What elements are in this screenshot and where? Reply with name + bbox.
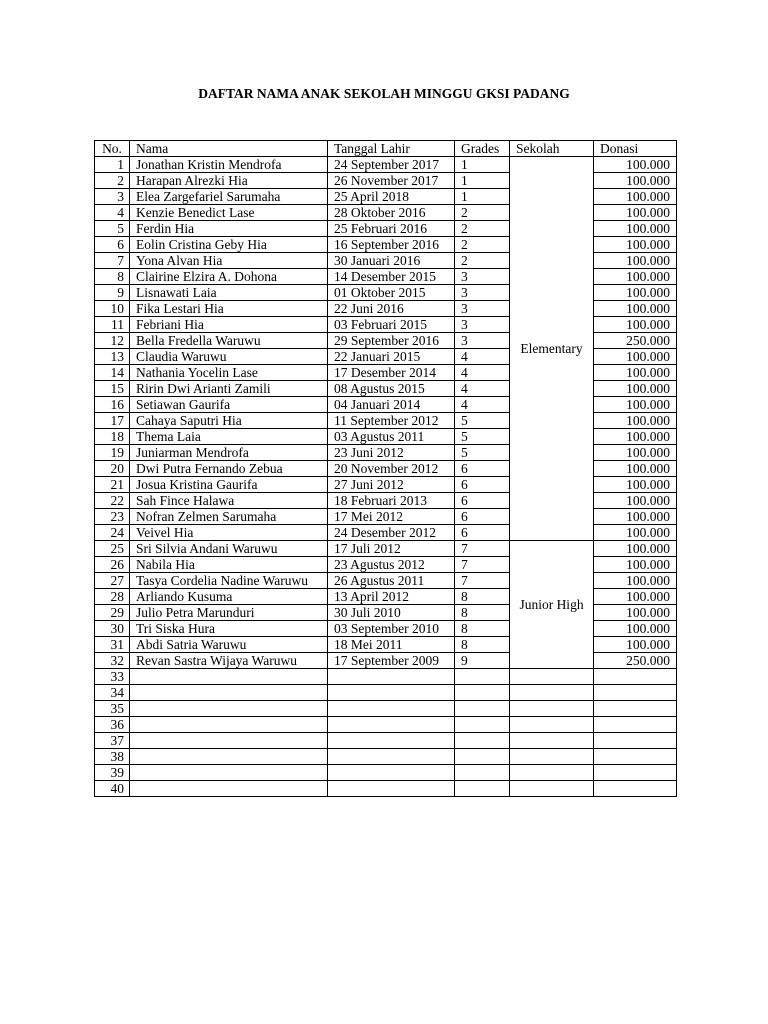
row-number: 20	[95, 461, 130, 477]
donation: 100.000	[594, 429, 677, 445]
student-name: Josua Kristina Gaurifa	[130, 477, 328, 493]
donation: 100.000	[594, 269, 677, 285]
grade: 2	[455, 237, 510, 253]
student-name	[130, 781, 328, 797]
student-name: Eolin Cristina Geby Hia	[130, 237, 328, 253]
grade	[455, 701, 510, 717]
birth-date: 24 September 2017	[328, 157, 455, 173]
table-row	[95, 701, 677, 717]
donation: 100.000	[594, 205, 677, 221]
donation: 100.000	[594, 237, 677, 253]
student-name: Cahaya Saputri Hia	[130, 413, 328, 429]
student-name: Tasya Cordelia Nadine Waruwu	[130, 573, 328, 589]
grade: 9	[455, 653, 510, 669]
row-number: 12	[95, 333, 130, 349]
school-level-cell	[510, 669, 594, 685]
grade: 3	[455, 269, 510, 285]
row-number: 21	[95, 477, 130, 493]
donation: 250.000	[594, 653, 677, 669]
birth-date: 04 Januari 2014	[328, 397, 455, 413]
birth-date: 27 Juni 2012	[328, 477, 455, 493]
row-number: 15	[95, 381, 130, 397]
row-number: 16	[95, 397, 130, 413]
row-number: 26	[95, 557, 130, 573]
row-number: 32	[95, 653, 130, 669]
grade: 7	[455, 557, 510, 573]
row-number: 27	[95, 573, 130, 589]
grade: 2	[455, 221, 510, 237]
student-name	[130, 765, 328, 781]
donation	[594, 701, 677, 717]
grade: 1	[455, 173, 510, 189]
student-name: Febriani Hia	[130, 317, 328, 333]
grade: 2	[455, 253, 510, 269]
student-name: Juniarman Mendrofa	[130, 445, 328, 461]
student-name: Revan Sastra Wijaya Waruwu	[130, 653, 328, 669]
student-name	[130, 717, 328, 733]
birth-date: 23 Agustus 2012	[328, 557, 455, 573]
student-name: Bella Fredella Waruwu	[130, 333, 328, 349]
grade: 6	[455, 461, 510, 477]
birth-date: 30 Januari 2016	[328, 253, 455, 269]
birth-date: 03 Februari 2015	[328, 317, 455, 333]
student-name: Dwi Putra Fernando Zebua	[130, 461, 328, 477]
grade: 4	[455, 365, 510, 381]
donation: 100.000	[594, 541, 677, 557]
birth-date	[328, 781, 455, 797]
row-number: 31	[95, 637, 130, 653]
grade: 7	[455, 573, 510, 589]
grade: 4	[455, 381, 510, 397]
birth-date: 22 Juni 2016	[328, 301, 455, 317]
donation: 100.000	[594, 173, 677, 189]
row-number: 9	[95, 285, 130, 301]
row-number: 13	[95, 349, 130, 365]
birth-date	[328, 669, 455, 685]
student-name: Setiawan Gaurifa	[130, 397, 328, 413]
birth-date: 17 Juli 2012	[328, 541, 455, 557]
birth-date: 03 September 2010	[328, 621, 455, 637]
birth-date: 25 Februari 2016	[328, 221, 455, 237]
birth-date: 18 Mei 2011	[328, 637, 455, 653]
row-number: 1	[95, 157, 130, 173]
donation: 100.000	[594, 477, 677, 493]
birth-date: 11 September 2012	[328, 413, 455, 429]
table-row	[95, 733, 677, 749]
row-number: 23	[95, 509, 130, 525]
student-name: Ririn Dwi Arianti Zamili	[130, 381, 328, 397]
student-name: Nabila Hia	[130, 557, 328, 573]
donation: 100.000	[594, 221, 677, 237]
grade: 3	[455, 301, 510, 317]
birth-date: 24 Desember 2012	[328, 525, 455, 541]
header-tanggal-lahir: Tanggal Lahir	[328, 141, 455, 157]
row-number: 11	[95, 317, 130, 333]
student-name: Harapan Alrezki Hia	[130, 173, 328, 189]
student-name: Lisnawati Laia	[130, 285, 328, 301]
birth-date: 26 Agustus 2011	[328, 573, 455, 589]
header-no: No.	[95, 141, 130, 157]
row-number: 10	[95, 301, 130, 317]
birth-date	[328, 685, 455, 701]
table-row	[95, 717, 677, 733]
school-level-cell	[510, 749, 594, 765]
birth-date	[328, 733, 455, 749]
donation: 250.000	[594, 333, 677, 349]
grade: 6	[455, 525, 510, 541]
grade: 4	[455, 397, 510, 413]
student-name: Elea Zargefariel Sarumaha	[130, 189, 328, 205]
birth-date: 03 Agustus 2011	[328, 429, 455, 445]
donation: 100.000	[594, 461, 677, 477]
grade: 1	[455, 157, 510, 173]
row-number: 14	[95, 365, 130, 381]
student-name: Sah Fince Halawa	[130, 493, 328, 509]
donation: 100.000	[594, 157, 677, 173]
grade: 8	[455, 621, 510, 637]
birth-date	[328, 701, 455, 717]
birth-date: 17 Mei 2012	[328, 509, 455, 525]
school-level-cell: Elementary	[510, 157, 594, 541]
row-number: 4	[95, 205, 130, 221]
grade: 7	[455, 541, 510, 557]
student-name	[130, 701, 328, 717]
donation: 100.000	[594, 589, 677, 605]
row-number: 28	[95, 589, 130, 605]
birth-date: 08 Agustus 2015	[328, 381, 455, 397]
row-number: 36	[95, 717, 130, 733]
donation: 100.000	[594, 509, 677, 525]
birth-date: 16 September 2016	[328, 237, 455, 253]
school-level-cell	[510, 701, 594, 717]
row-number: 22	[95, 493, 130, 509]
student-name: Thema Laia	[130, 429, 328, 445]
donation: 100.000	[594, 397, 677, 413]
school-level-cell: Junior High	[510, 541, 594, 669]
donation	[594, 765, 677, 781]
donation: 100.000	[594, 637, 677, 653]
row-number: 37	[95, 733, 130, 749]
student-name: Sri Silvia Andani Waruwu	[130, 541, 328, 557]
grade	[455, 733, 510, 749]
school-level-cell	[510, 733, 594, 749]
donation: 100.000	[594, 301, 677, 317]
student-table	[94, 140, 677, 797]
birth-date: 25 April 2018	[328, 189, 455, 205]
row-number: 5	[95, 221, 130, 237]
student-name: Abdi Satria Waruwu	[130, 637, 328, 653]
row-number: 18	[95, 429, 130, 445]
student-name: Ferdin Hia	[130, 221, 328, 237]
row-number: 38	[95, 749, 130, 765]
donation: 100.000	[594, 285, 677, 301]
donation: 100.000	[594, 317, 677, 333]
school-level-cell	[510, 717, 594, 733]
grade: 5	[455, 429, 510, 445]
birth-date: 30 Juli 2010	[328, 605, 455, 621]
donation: 100.000	[594, 381, 677, 397]
grade	[455, 749, 510, 765]
birth-date	[328, 717, 455, 733]
row-number: 24	[95, 525, 130, 541]
birth-date: 26 November 2017	[328, 173, 455, 189]
header-row	[95, 141, 677, 157]
donation: 100.000	[594, 493, 677, 509]
row-number: 3	[95, 189, 130, 205]
donation: 100.000	[594, 621, 677, 637]
donation: 100.000	[594, 349, 677, 365]
table-row	[95, 749, 677, 765]
donation: 100.000	[594, 365, 677, 381]
row-number: 2	[95, 173, 130, 189]
birth-date: 29 September 2016	[328, 333, 455, 349]
donation: 100.000	[594, 573, 677, 589]
student-name	[130, 733, 328, 749]
header-sekolah: Sekolah	[510, 141, 594, 157]
row-number: 29	[95, 605, 130, 621]
student-name: Claudia Waruwu	[130, 349, 328, 365]
grade: 5	[455, 445, 510, 461]
grade	[455, 717, 510, 733]
student-name: Yona Alvan Hia	[130, 253, 328, 269]
birth-date: 13 April 2012	[328, 589, 455, 605]
birth-date: 14 Desember 2015	[328, 269, 455, 285]
donation: 100.000	[594, 189, 677, 205]
student-name: Julio Petra Marunduri	[130, 605, 328, 621]
row-number: 33	[95, 669, 130, 685]
table-row	[95, 781, 677, 797]
donation	[594, 781, 677, 797]
grade: 6	[455, 493, 510, 509]
row-number: 7	[95, 253, 130, 269]
birth-date: 22 Januari 2015	[328, 349, 455, 365]
grade: 8	[455, 605, 510, 621]
table-row	[95, 669, 677, 685]
grade: 6	[455, 509, 510, 525]
grade	[455, 781, 510, 797]
grade: 8	[455, 637, 510, 653]
row-number: 40	[95, 781, 130, 797]
student-name: Arliando Kusuma	[130, 589, 328, 605]
grade: 3	[455, 285, 510, 301]
school-level-cell	[510, 765, 594, 781]
header-nama: Nama	[130, 141, 328, 157]
header-grades: Grades	[455, 141, 510, 157]
student-name	[130, 749, 328, 765]
grade: 3	[455, 333, 510, 349]
donation: 100.000	[594, 413, 677, 429]
grade	[455, 685, 510, 701]
donation: 100.000	[594, 525, 677, 541]
row-number: 19	[95, 445, 130, 461]
student-name: Veivel Hia	[130, 525, 328, 541]
table-row	[95, 685, 677, 701]
birth-date: 28 Oktober 2016	[328, 205, 455, 221]
grade: 6	[455, 477, 510, 493]
school-level-cell	[510, 781, 594, 797]
row-number: 8	[95, 269, 130, 285]
birth-date	[328, 765, 455, 781]
row-number: 30	[95, 621, 130, 637]
donation: 100.000	[594, 605, 677, 621]
row-number: 17	[95, 413, 130, 429]
student-name: Tri Siska Hura	[130, 621, 328, 637]
row-number: 25	[95, 541, 130, 557]
student-name: Nofran Zelmen Sarumaha	[130, 509, 328, 525]
birth-date: 01 Oktober 2015	[328, 285, 455, 301]
grade: 2	[455, 205, 510, 221]
grade: 8	[455, 589, 510, 605]
student-name	[130, 685, 328, 701]
birth-date: 17 Desember 2014	[328, 365, 455, 381]
grade: 3	[455, 317, 510, 333]
student-name	[130, 669, 328, 685]
grade	[455, 765, 510, 781]
document-title: DAFTAR NAMA ANAK SEKOLAH MINGGU GKSI PADANG	[198, 86, 570, 101]
row-number: 6	[95, 237, 130, 253]
grade	[455, 669, 510, 685]
donation	[594, 669, 677, 685]
table-row	[95, 541, 677, 557]
birth-date	[328, 749, 455, 765]
donation	[594, 717, 677, 733]
student-name: Fika Lestari Hia	[130, 301, 328, 317]
birth-date: 18 Februari 2013	[328, 493, 455, 509]
school-level-cell	[510, 685, 594, 701]
student-name: Kenzie Benedict Lase	[130, 205, 328, 221]
donation: 100.000	[594, 253, 677, 269]
table-row	[95, 157, 677, 173]
student-name: Nathania Yocelin Lase	[130, 365, 328, 381]
grade: 1	[455, 189, 510, 205]
birth-date: 23 Juni 2012	[328, 445, 455, 461]
row-number: 39	[95, 765, 130, 781]
birth-date: 17 September 2009	[328, 653, 455, 669]
donation	[594, 733, 677, 749]
grade: 5	[455, 413, 510, 429]
student-name: Clairine Elzira A. Dohona	[130, 269, 328, 285]
grade: 4	[455, 349, 510, 365]
row-number: 34	[95, 685, 130, 701]
student-name: Jonathan Kristin Mendrofa	[130, 157, 328, 173]
donation	[594, 749, 677, 765]
header-donasi: Donasi	[594, 141, 677, 157]
birth-date: 20 November 2012	[328, 461, 455, 477]
row-number: 35	[95, 701, 130, 717]
donation: 100.000	[594, 557, 677, 573]
donation	[594, 685, 677, 701]
donation: 100.000	[594, 445, 677, 461]
table-row	[95, 765, 677, 781]
